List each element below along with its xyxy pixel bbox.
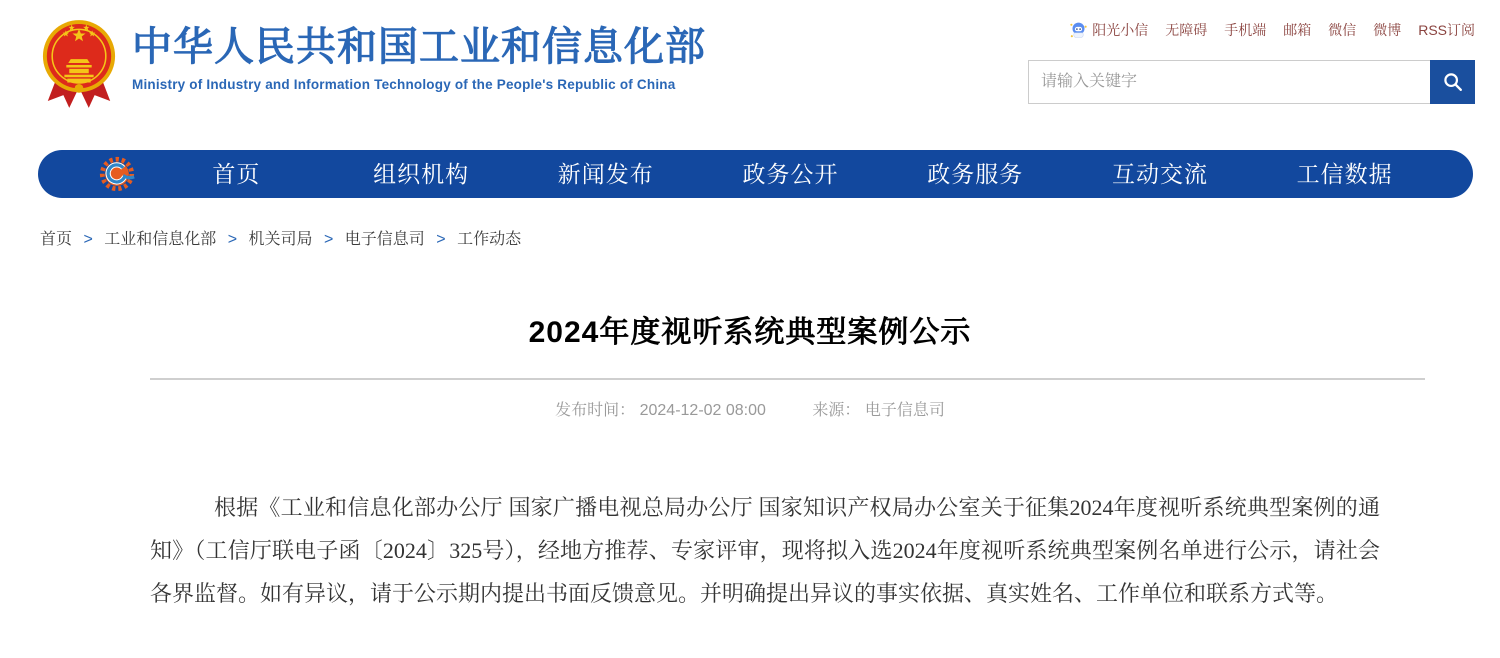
breadcrumb-separator: > bbox=[436, 231, 446, 248]
breadcrumb-miit[interactable]: 工业和信息化部 bbox=[104, 231, 217, 248]
breadcrumb-separator: > bbox=[324, 231, 334, 248]
search-input[interactable] bbox=[1028, 60, 1430, 104]
utility-link-mobile[interactable]: 手机端 bbox=[1224, 22, 1267, 38]
main-nav bbox=[38, 150, 1473, 198]
article-body-paragraph: 根据《工业和信息化部办公厅 国家广播电视总局办公厅 国家知识产权局办公室关于征集2024年度视听系统典型案例的通知》（工信厅联电子函〔2024〕325号），经地方推荐、专家评审，现将拟入选2024年度视听系统典型案例名单进行公示，请社会各界监督。如有异议，请于公示期内提出书面反馈意见。并明确提出异议的事实依据、真实姓名、工作单位和联系方式等。 bbox=[150, 495, 1380, 606]
nav-item-home[interactable]: 首页 bbox=[212, 161, 261, 187]
site-header bbox=[0, 0, 1500, 130]
utility-link-mail[interactable]: 邮箱 bbox=[1283, 22, 1312, 38]
source-label: 来源： bbox=[812, 402, 861, 419]
search-bar bbox=[1028, 60, 1475, 104]
publish-time-label: 发布时间： bbox=[555, 402, 636, 419]
header-right bbox=[1028, 20, 1475, 104]
article-meta bbox=[0, 397, 1500, 420]
brand-text bbox=[132, 16, 706, 92]
robot-icon bbox=[1069, 21, 1088, 40]
publish-time-value: 2024-12-02 08:00 bbox=[639, 402, 766, 419]
nav-item-organization[interactable]: 组织机构 bbox=[373, 161, 470, 187]
breadcrumb-departments[interactable]: 机关司局 bbox=[248, 231, 313, 248]
utility-link-weibo[interactable]: 微博 bbox=[1373, 22, 1402, 38]
article bbox=[0, 307, 1500, 615]
article-title: 2024年度视听系统典型案例公示 bbox=[528, 316, 972, 349]
miit-gear-logo-icon bbox=[98, 155, 136, 193]
breadcrumb-separator: > bbox=[227, 231, 238, 248]
source-value: 电子信息司 bbox=[864, 402, 945, 419]
utility-link-wechat[interactable]: 微信 bbox=[1328, 22, 1357, 38]
nav-item-interaction[interactable]: 互动交流 bbox=[1111, 161, 1208, 187]
nav-item-news[interactable]: 新闻发布 bbox=[557, 161, 654, 187]
article-divider bbox=[150, 378, 1425, 380]
search-button[interactable] bbox=[1430, 60, 1475, 104]
utility-link-accessibility[interactable]: 无障碍 bbox=[1165, 22, 1208, 38]
search-icon bbox=[1442, 71, 1464, 93]
site-subtitle: Ministry of Industry and Information Technology of the People's Republic of China bbox=[132, 77, 676, 92]
china-national-emblem-icon bbox=[40, 16, 118, 110]
nav-items bbox=[144, 150, 1437, 198]
utility-link-sunshine-bot[interactable] bbox=[1069, 20, 1148, 40]
breadcrumb-work-updates[interactable]: 工作动态 bbox=[457, 231, 522, 248]
breadcrumb bbox=[40, 226, 1500, 249]
nav-item-gov-services[interactable]: 政务服务 bbox=[927, 161, 1024, 187]
utility-link-label: 阳光小信 bbox=[1092, 22, 1149, 38]
nav-item-miit-data[interactable]: 工信数据 bbox=[1296, 161, 1393, 187]
breadcrumb-separator: > bbox=[83, 231, 93, 248]
utility-link-rss[interactable]: RSS订阅 bbox=[1418, 22, 1475, 38]
site-title: 中华人民共和国工业和信息化部 bbox=[132, 25, 706, 69]
breadcrumb-electronics-dept[interactable]: 电子信息司 bbox=[344, 231, 425, 248]
breadcrumb-home[interactable]: 首页 bbox=[40, 231, 73, 248]
utility-links bbox=[1028, 20, 1475, 40]
nav-item-gov-openness[interactable]: 政务公开 bbox=[742, 161, 839, 187]
site-brand-link[interactable] bbox=[40, 16, 706, 110]
